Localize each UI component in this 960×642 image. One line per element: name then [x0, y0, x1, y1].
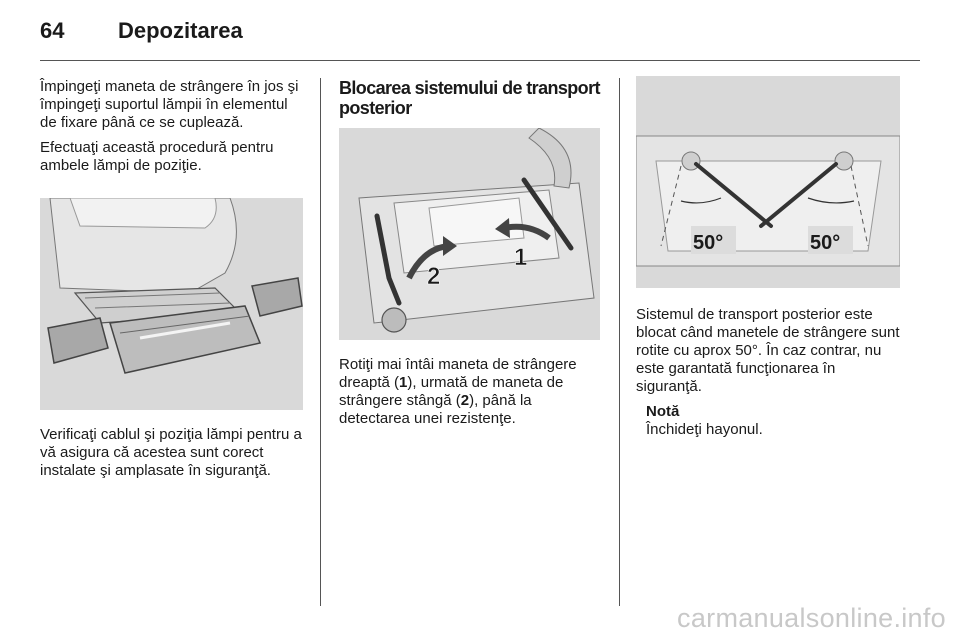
reference-number: 1	[399, 374, 408, 391]
paragraph: Efectuaţi această procedură pentru ambele lămpi de poziţie.	[40, 139, 274, 174]
column-divider-1	[320, 78, 321, 606]
note-body: Închideţi hayonul.	[646, 421, 763, 438]
column-divider-2	[619, 78, 620, 606]
text-run: ), până la detectarea unei rezistenţe.	[339, 392, 532, 427]
subsection-heading: Blocarea sistemului de transport posterior	[339, 78, 600, 118]
figure-lever-angle	[636, 76, 900, 288]
angle-label-left: 50°	[693, 232, 724, 254]
figure-label-2: 2	[427, 263, 441, 290]
paragraph: Sistemul de transport posterior este blocat când manetele de strângere sunt rotite cu aprox 50°. În caz contrar, nu este garantată funcţionarea în siguranţă.	[636, 306, 900, 395]
paragraph: Verificaţi cablul şi poziţia lămpi pentru a vă asigura că acestea sunt corect instalate şi amplasate în siguranţă.	[40, 426, 302, 479]
page-number: 64	[40, 18, 65, 43]
text-run: ), urmată de maneta de strângere stângă (	[339, 374, 564, 409]
watermark: carmanualsonline.info	[677, 603, 946, 633]
paragraph	[339, 356, 604, 428]
figure-clamping-levers	[339, 128, 600, 340]
paragraph: Împingeţi maneta de strângere în jos şi împingeţi suportul lămpii în elementul de fixare până ce se cuplează.	[40, 78, 299, 131]
column-1-bottom	[40, 426, 308, 487]
note-title: Notă	[646, 403, 680, 420]
column-1	[40, 78, 305, 182]
clamping-levers-illustration	[339, 128, 600, 340]
lamp-holder-illustration	[40, 198, 303, 410]
column-3-bottom	[636, 306, 901, 439]
page-header	[40, 18, 243, 48]
figure-lamp-holder	[40, 198, 303, 410]
lever-angle-illustration	[636, 76, 900, 288]
column-2-bottom	[339, 356, 604, 435]
text-run: Rotiţi mai întâi maneta de strângere dreaptă (	[339, 356, 577, 391]
column-2	[339, 78, 604, 132]
angle-label-right: 50°	[810, 232, 841, 254]
note-box	[636, 403, 901, 439]
header-rule	[40, 60, 920, 61]
section-title: Depozitarea	[118, 18, 243, 43]
figure-label-1: 1	[514, 244, 528, 271]
reference-number: 2	[460, 392, 470, 409]
